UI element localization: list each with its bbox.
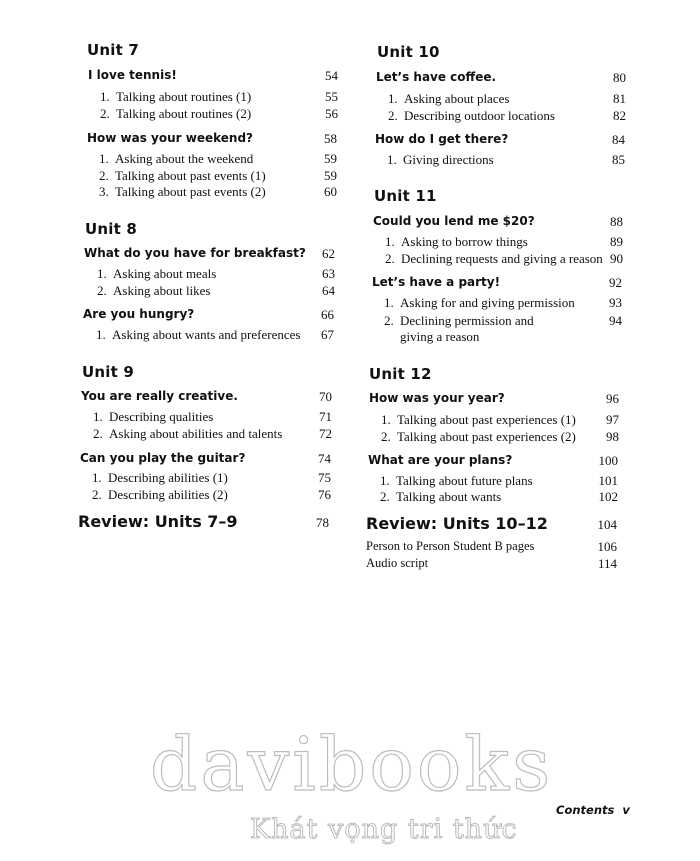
page-number: 66 bbox=[321, 307, 334, 322]
lesson-item: 2. Talking about past events (1) bbox=[99, 168, 266, 183]
lesson-item: 2. Talking about past experiences (2) bbox=[381, 429, 576, 444]
page-number: 84 bbox=[612, 132, 625, 147]
page-number: 59 bbox=[324, 151, 337, 166]
lesson-title: How was your year? bbox=[369, 391, 505, 405]
lesson-item: 2. Declining requests and giving a reason bbox=[385, 251, 603, 266]
review-heading: Review: Units 10–12 bbox=[366, 514, 548, 533]
lesson-item: 1. Talking about past experiences (1) bbox=[381, 412, 576, 427]
unit-heading: Unit 7 bbox=[87, 41, 140, 59]
page-number: 58 bbox=[324, 131, 337, 146]
lesson-title: How do I get there? bbox=[375, 132, 509, 146]
page-number: 114 bbox=[597, 556, 617, 571]
page-number: 56 bbox=[325, 106, 338, 121]
page-number: 80 bbox=[613, 70, 626, 85]
lesson-title: Can you play the guitar? bbox=[80, 451, 246, 465]
lesson-title: You are really creative. bbox=[81, 389, 238, 403]
page-number: 78 bbox=[316, 515, 329, 530]
lesson-title: Could you lend me $20? bbox=[373, 214, 535, 228]
page-number: 82 bbox=[613, 108, 626, 123]
lesson-item: 1. Describing qualities bbox=[93, 409, 214, 424]
lesson-item: 2. Talking about routines (2) bbox=[100, 106, 252, 121]
page-number: 106 bbox=[597, 539, 617, 554]
footer-label: Contents bbox=[556, 803, 615, 817]
extras-item: Audio script bbox=[366, 556, 429, 570]
page-number: 88 bbox=[610, 214, 623, 229]
page-number: 96 bbox=[606, 391, 619, 406]
unit-heading: Unit 9 bbox=[82, 363, 135, 381]
page-number: 54 bbox=[325, 68, 338, 83]
page-footer bbox=[556, 803, 630, 817]
page-number: 72 bbox=[319, 426, 332, 441]
lesson-item: 1. Giving directions bbox=[387, 152, 494, 167]
extras-item: Person to Person Student B pages bbox=[366, 539, 535, 553]
lesson-item: 1. Asking about the weekend bbox=[99, 151, 254, 166]
unit-heading: Unit 12 bbox=[369, 365, 432, 383]
page-number: 98 bbox=[606, 429, 619, 444]
page-number: 67 bbox=[321, 327, 334, 342]
lesson-title: What are your plans? bbox=[368, 453, 513, 467]
lesson-title: Are you hungry? bbox=[83, 307, 195, 321]
lesson-title: How was your weekend? bbox=[87, 131, 254, 145]
page-number: 64 bbox=[322, 283, 335, 298]
page-number: 100 bbox=[598, 453, 618, 468]
lesson-item: 2. Describing outdoor locations bbox=[388, 108, 555, 123]
lesson-item: 1. Talking about routines (1) bbox=[100, 89, 252, 104]
page-number: 92 bbox=[609, 275, 622, 290]
page-number: 60 bbox=[324, 184, 337, 199]
page-number: 93 bbox=[609, 295, 622, 310]
lesson-item: 1. Describing abilities (1) bbox=[92, 470, 228, 485]
lesson-item: 1. Asking about places bbox=[388, 91, 510, 106]
page-number: 59 bbox=[324, 168, 337, 183]
review-heading: Review: Units 7–9 bbox=[78, 512, 238, 531]
page-number: 62 bbox=[322, 246, 335, 261]
unit-heading: Unit 10 bbox=[377, 43, 440, 61]
lesson-title: Let’s have a party! bbox=[372, 275, 501, 289]
page-number: 101 bbox=[598, 473, 618, 488]
lesson-item: 2. Describing abilities (2) bbox=[92, 487, 228, 502]
lesson-item: 1. Asking about meals bbox=[97, 266, 217, 281]
lesson-item: 2. Asking about abilities and talents bbox=[93, 426, 283, 441]
lesson-item: 1. Asking to borrow things bbox=[385, 234, 528, 249]
lesson-item: 1. Asking about wants and preferences bbox=[96, 327, 301, 342]
lesson-title: I love tennis! bbox=[88, 68, 177, 82]
unit-heading: Unit 8 bbox=[85, 220, 138, 238]
page-number: 94 bbox=[609, 313, 622, 328]
page-number: 74 bbox=[318, 451, 331, 466]
lesson-item: 2. Asking about likes bbox=[97, 283, 211, 298]
lesson-item: 1. Talking about future plans bbox=[380, 473, 533, 488]
lesson-item: 3. Talking about past events (2) bbox=[99, 184, 266, 199]
unit-heading: Unit 11 bbox=[374, 187, 437, 205]
lesson-item: 2. Talking about wants bbox=[380, 489, 502, 504]
watermark-tagline: Khát vọng tri thức bbox=[250, 814, 518, 845]
page-number: 85 bbox=[612, 152, 625, 167]
page-number: 63 bbox=[322, 266, 335, 281]
lesson-title: Let’s have coffee. bbox=[376, 70, 497, 84]
lesson-item: 1. Asking for and giving permission bbox=[384, 295, 575, 310]
footer-page-roman: v bbox=[622, 803, 630, 817]
page-number: 75 bbox=[318, 470, 331, 485]
page-number: 70 bbox=[319, 389, 332, 404]
page-number: 104 bbox=[597, 517, 617, 532]
lesson-item: 2. Declining permission and bbox=[384, 313, 534, 328]
page-number: 97 bbox=[606, 412, 619, 427]
page-number: 89 bbox=[610, 234, 623, 249]
lesson-title: What do you have for breakfast? bbox=[84, 246, 306, 260]
page-number: 55 bbox=[325, 89, 338, 104]
page-number: 81 bbox=[613, 91, 626, 106]
page-number: 102 bbox=[598, 489, 618, 504]
lesson-item-continuation: giving a reason bbox=[400, 329, 480, 344]
page-number: 76 bbox=[318, 487, 331, 502]
page-number: 90 bbox=[610, 251, 623, 266]
watermark-brand: davibooks bbox=[150, 722, 554, 808]
page-number: 71 bbox=[319, 409, 332, 424]
